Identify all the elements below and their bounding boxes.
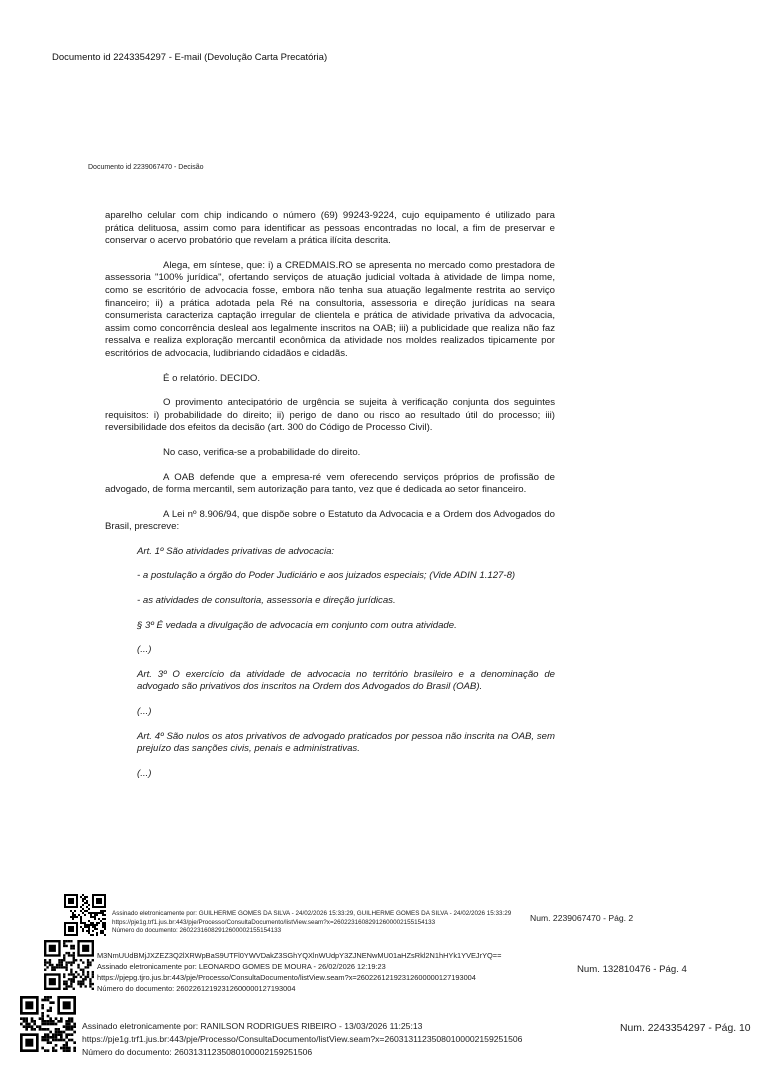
signature-1-url[interactable]: https://pje1g.trf1.jus.br:443/pje/Processo/ConsultaDocumento/listView.seam?x=26022316082912600002155154133 bbox=[112, 918, 436, 926]
law-quote: Art. 1º São atividades privativas de advocacia: bbox=[137, 545, 335, 557]
qr-code-icon bbox=[64, 894, 106, 936]
inner-document-header: Documento id 2239067470 - Decisão bbox=[88, 164, 204, 171]
outer-document-header: Documento id 2243354297 - E-mail (Devolução Carta Precatória) bbox=[52, 52, 328, 63]
qr-code-icon bbox=[44, 940, 94, 990]
signature-3-signed-by: Assinado eletronicamente por: RANILSON RODRIGUES RIBEIRO - 13/03/2026 11:25:13 bbox=[82, 1021, 423, 1031]
paragraph: A Lei nº 8.906/94, que dispõe sobre o Estatuto da Advocacia e a Ordem dos Advogados do Brasil, prescreve: bbox=[105, 508, 555, 533]
paragraph: A OAB defende que a empresa-ré vem oferecendo serviços próprios de profissão de advogado, de forma mercantil, sem autorização para tanto, vez que é dedicada ao setor financeiro. bbox=[105, 471, 555, 496]
law-quote: § 3º É vedada a divulgação de advocacia em conjunto com outra atividade. bbox=[137, 619, 457, 631]
signature-2-hash: M3NmUUdBMjJXZEZ3Q2lXRWpBaS9UTFl0YWVDakZ3SGhYQXlnWUdpY3ZJNENwMU01aHZsRkl2N1hHYk1YVEJrYQ== bbox=[97, 951, 502, 960]
paragraph: aparelho celular com chip indicando o número (69) 99243-9224, cujo equipamento é utilizado para prática delituosa, assim como para identificar as pessoas encontradas no local, a fim de preservar e conservar o acervo probatório que revelam a prática ilícita descrita. bbox=[105, 210, 555, 247]
paragraph: No caso, verifica-se a probabilidade do direito. bbox=[163, 446, 361, 458]
signature-3-doc-number: Número do documento: 26031311235080100002159251506 bbox=[82, 1047, 313, 1057]
paragraph: O provimento antecipatório de urgência se sujeita à verificação conjunta dos seguintes requisitos: i) probabilidade do direito; ii) perigo de dano ou risco ao resultado útil do processo; iii) reversibilidade dos efeitos da decisão (art. 300 do Código de Processo Civil). bbox=[105, 397, 555, 434]
signature-2-page-number: Num. 132810476 - Pág. 4 bbox=[577, 964, 687, 975]
qr-code-icon bbox=[20, 996, 76, 1052]
law-quote: (...) bbox=[137, 706, 152, 718]
law-quote: (...) bbox=[137, 644, 152, 656]
signature-1-doc-number: Número do documento: 26022316082912600002155154133 bbox=[112, 927, 282, 935]
law-quote: (...) bbox=[137, 767, 152, 779]
law-quote: Art. 3º O exercício da atividade de advocacia no território brasileiro e a denominação de advogado são privativos dos inscritos na Ordem dos Advogados do Brasil (OAB). bbox=[137, 668, 555, 693]
paragraph: Alega, em síntese, que: i) a CREDMAIS.RO se apresenta no mercado como prestadora de assessoria "100% jurídica", ofertando serviços de atuação judicial voltada à atividade de limpa nome, como se escritório de advocacia fosse, embora não tenha sua atuação legalmente restrita ao serviço financeiro; ii) a prática adotada pela Ré na consultoria, assessoria e direção jurídicas na seara consumerista caracteriza captação irregular de clientela e prática de atividade privativa da advocacia, assim como concorrência desleal aos legalmente inscritos na OAB; iii) a publicidade que realiza não faz ressalva e realiza exploração mercantil econômica da atividade nos moldes realizados tipicamente por escritórios de advocacia, ludibriando cidadãos e cidadãs. bbox=[105, 259, 555, 359]
decision-body bbox=[105, 210, 555, 792]
law-quote: Art. 4º São nulos os atos privativos de advogado praticados por pessoa não inscrita na OAB, sem prejuízo das sanções civis, penais e administrativas. bbox=[137, 730, 555, 755]
law-quote: - a postulação a órgão do Poder Judiciário e aos juizados especiais; (Vide ADIN 1.127-8) bbox=[137, 570, 516, 582]
signature-2-doc-number: Número do documento: 26022612192312600000127193004 bbox=[97, 984, 296, 993]
signature-3-url[interactable]: https://pje1g.trf1.jus.br:443/pje/Processo/ConsultaDocumento/listView.seam?x=26031311235080100002159251506 bbox=[82, 1034, 523, 1044]
signature-1-page-number: Num. 2239067470 - Pág. 2 bbox=[530, 913, 634, 923]
signature-1-signed-by: Assinado eletronicamente por: GUILHERME GOMES DA SILVA - 24/02/2026 15:33:29, GUILHERME GOMES DA SILVA - 24/02/2026 15:33:29 bbox=[112, 910, 512, 917]
signature-2-signed-by: Assinado eletronicamente por: LEONARDO GOMES DE MOURA - 26/02/2026 12:19:23 bbox=[97, 962, 386, 971]
signature-3-page-number: Num. 2243354297 - Pág. 10 bbox=[620, 1023, 751, 1034]
paragraph: É o relatório. DECIDO. bbox=[163, 372, 261, 384]
law-quote: - as atividades de consultoria, assessoria e direção jurídicas. bbox=[137, 595, 396, 607]
signature-2-url[interactable]: https://pjepg.tjro.jus.br:443/pje/Processo/ConsultaDocumento/listView.seam?x=26022612192312600000127193004 bbox=[97, 973, 476, 982]
